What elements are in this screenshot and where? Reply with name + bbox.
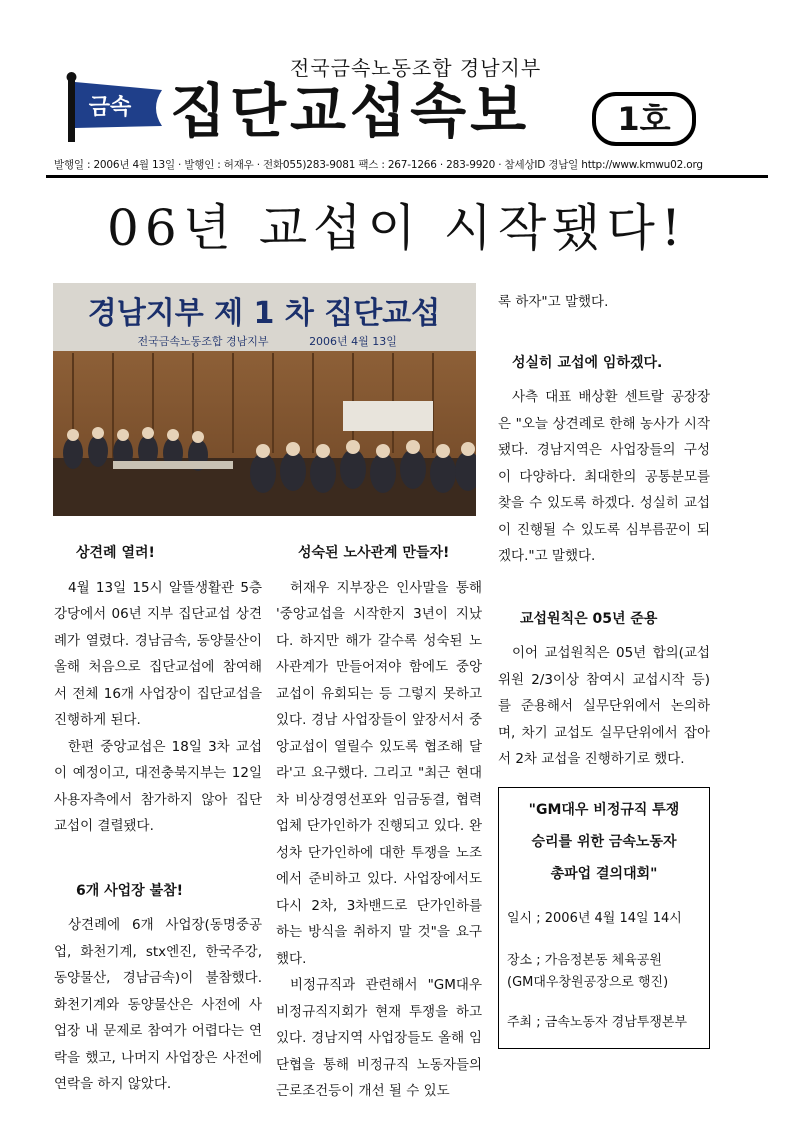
banner-text: 경남지부 제 1 차 집단교섭 — [87, 296, 441, 331]
col1-paragraph-1: 4월 13일 15시 알뜰생활관 5층 강당에서 06년 지부 집단교섭 상견례가 열렸다. 경남금속, 동양물산이 올해 처음으로 집단교섭에 참여해서 전체 16개 사업장이 집단교섭을 진행하게 된다. — [54, 579, 262, 728]
meeting-photo — [53, 283, 476, 516]
union-flag-logo — [58, 72, 166, 144]
col3-continuation: 록 하자"고 말했다. — [498, 294, 609, 310]
union-name: 전국금속노동조합 경남지부 — [290, 56, 542, 80]
headline: 06년 교섭이 시작됐다! — [107, 199, 687, 257]
col2-paragraph-2: 비정규직과 관련해서 "GM대우 비정규직지회가 현재 투쟁을 하고 있다. 경남지역 사업장들도 올해 임단협을 통해 비정규직 노동자들의 근로조건등이 개선 될 수 있도 — [276, 977, 482, 1099]
banner-sub: 전국금속노동조합 경남지부 — [137, 335, 269, 348]
col2-paragraph-1: 허재우 지부장은 인사말을 통해 '중앙교섭을 시작한지 3년이 지났다. 하지만 해가 갈수록 성숙된 노사관계가 만들어져야 함에도 중앙교섭이 유회되는 등 그렇지 못하고 있다. 경남 사업장들이 앞장서서 중앙교섭이 열릴수 있도록 협조해 달라'고 요구했다. 그리고 "최근 현대차 비상경영선포와 임금동결, 협력업체 단가인하가 진행되고 있다. 완성차 단가인하에 대한 투쟁을 노조에서 준비하고 있다. 사업장에서도 다시 2차, 3차밴드로 단가인하를 하는 방식을 취하지 말 것"을 요구했다. — [276, 579, 482, 967]
header-divider — [46, 175, 768, 178]
masthead-title: 집단교섭속보 — [170, 77, 531, 145]
logo-text: 금속 — [88, 95, 132, 120]
subheading-meeting: 상견례 열려! — [76, 545, 155, 561]
column-3 — [498, 289, 710, 773]
subheading-relations: 성숙된 노사관계 만들자! — [298, 545, 450, 561]
subheading-principle: 교섭원칙은 05년 준용 — [520, 610, 658, 627]
rally-notice-box — [498, 787, 710, 1049]
banner-date: 2006년 4월 13일 — [309, 335, 397, 348]
issue-number: 1호 — [592, 92, 696, 146]
subheading-absent: 6개 사업장 불참! — [76, 882, 184, 899]
column-2 — [276, 540, 482, 1105]
col1-paragraph-3: 상견례에 6개 사업장(동명중공업, 화천기계, stx엔진, 한국주강, 동양물산, 경남금속)이 불참했다. 화천기계와 동양물산은 사전에 사업장 내 문제로 참여가 어렵다는 연락을 했고, 나머지 사업장은 사전에 연락을 하지 않았다. — [54, 917, 262, 1092]
column-1 — [54, 540, 262, 1098]
col1-paragraph-2: 한편 중앙교섭은 18일 3차 교섭이 예정이고, 대전충북지부는 12일 사용자측에서 참가하지 않아 집단교섭이 결렬됐다. — [54, 738, 262, 834]
col3-paragraph-2: 이어 교섭원칙은 05년 합의(교섭위원 2/3이상 참여시 교섭시작 등)를 준용해서 실무단위에서 논의하며, 차기 교섭도 실무단위에서 잡아서 2차 교섭을 진행하기로 했다. — [498, 645, 710, 767]
subheading-sincere: 성실히 교섭에 임하겠다. — [512, 354, 663, 371]
col3-paragraph-1: 사측 대표 배상환 센트랄 공장장은 "오늘 상견례로 한해 농사가 시작됐다. 경남지역은 사업장들의 구성이 다양하다. 최대한의 공통분모를 찾을 수 있도록 하겠다. 성실히 교섭이 진행될 수 있도록 심부름꾼이 되겠다."고 말했다. — [498, 389, 710, 564]
notice-host: 주최 ; 금속노동자 경남투쟁본부 — [507, 1015, 688, 1030]
notice-when: 일시 ; 2006년 4월 14일 14시 — [507, 911, 682, 926]
publication-info: 발행일 : 2006년 4월 13일 · 발행인 : 허재우 · 전화055)283-9081 팩스 : 267-1266 · 283-9920 · 참세상ID 경남일 http://www.kmwu02.org — [54, 159, 703, 171]
notice-where: 장소 ; 가음정본동 체육공원 (GM대우창원공장으로 행진) — [507, 953, 669, 990]
notice-title: "GM대우 비정규직 투쟁 승리를 위한 금속노동자 총파업 결의대회" — [528, 802, 680, 882]
